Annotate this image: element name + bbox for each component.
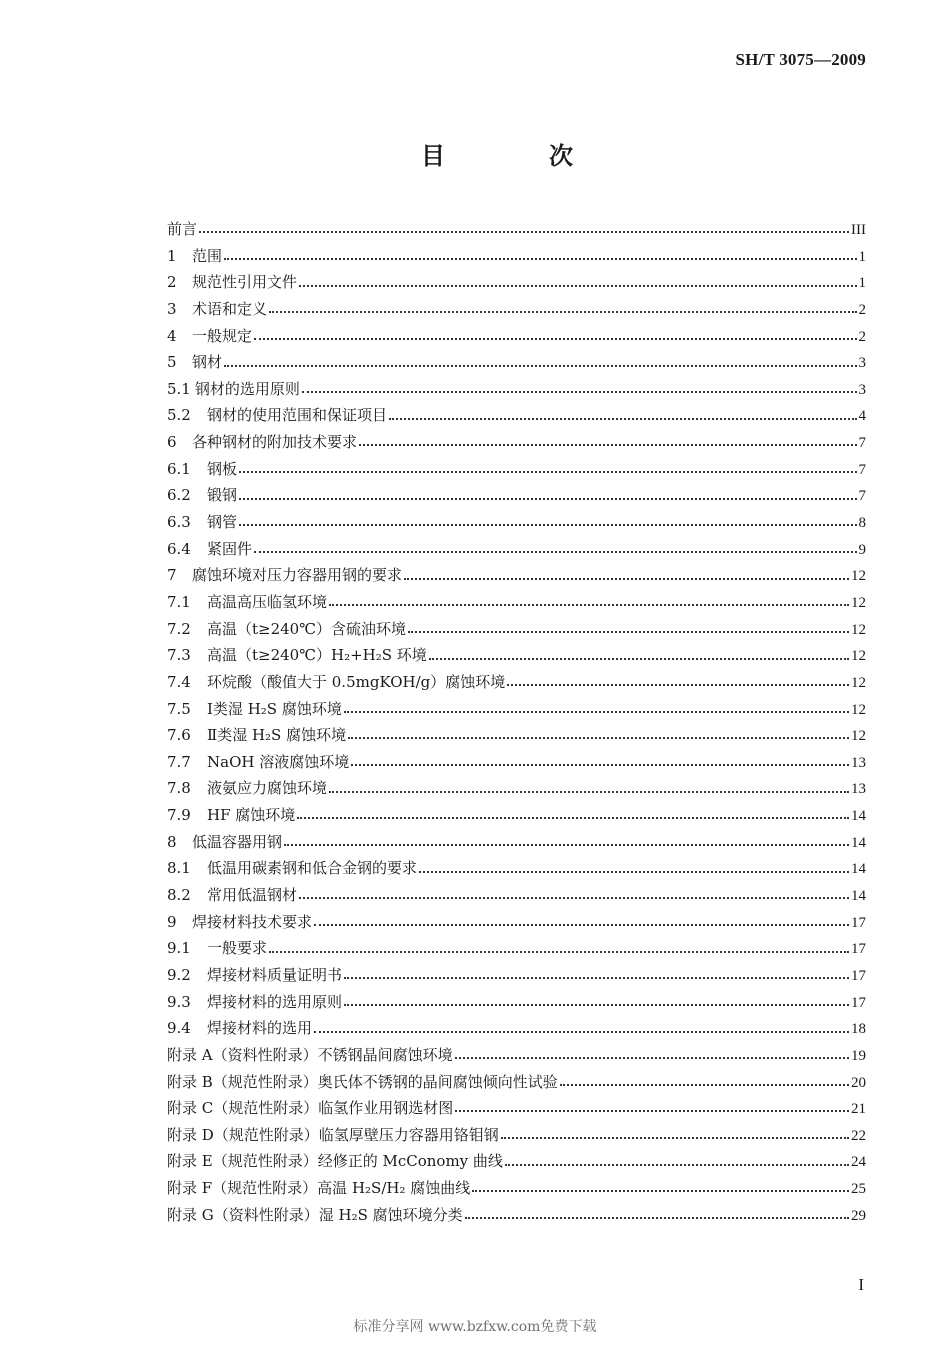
toc-entry-label: 一般要求 <box>207 939 268 958</box>
toc-leader-dots <box>455 1057 849 1059</box>
toc-entry-label: Ⅰ类湿 H₂S 腐蚀环境 <box>207 699 342 718</box>
toc-entry-page: III <box>851 222 866 238</box>
toc-entry-label: 范围 <box>192 246 223 265</box>
toc-entry-page: 7 <box>858 435 866 452</box>
toc-leader-dots <box>455 1110 849 1112</box>
toc-leader-dots <box>299 285 856 287</box>
toc-entry[interactable] <box>167 243 866 270</box>
footer-watermark: 标准分享网 www.bzfxw.com免费下载 <box>353 1319 597 1335</box>
toc-leader-dots <box>302 391 857 393</box>
toc-leader-dots <box>254 551 856 553</box>
toc-entry[interactable] <box>167 482 866 509</box>
toc-entry-page: 3 <box>858 355 866 372</box>
toc-entry-page: 1 <box>858 275 866 292</box>
toc-entry-label: NaOH 溶液腐蚀环境 <box>207 752 350 771</box>
toc-entry[interactable] <box>167 1095 866 1122</box>
toc-leader-dots <box>269 311 856 313</box>
toc-entry-page: 13 <box>851 781 866 798</box>
toc-leader-dots <box>254 338 856 340</box>
toc-leader-dots <box>329 604 849 606</box>
toc-leader-dots <box>351 764 849 766</box>
toc-entry[interactable] <box>167 456 866 483</box>
toc-leader-dots <box>472 1190 849 1192</box>
toc-entry-number: 3 <box>167 299 177 318</box>
toc-entry[interactable] <box>167 589 866 616</box>
toc-entry[interactable] <box>167 642 866 669</box>
toc-entry[interactable] <box>167 323 866 350</box>
toc-entry-page: 1 <box>858 248 866 265</box>
toc-leader-dots <box>344 711 849 713</box>
toc-entry-label: 焊接材料的选用原则 <box>207 992 343 1011</box>
toc-entry-number: 6.1 <box>167 459 191 478</box>
toc-entry-page: 12 <box>851 674 866 691</box>
toc-entry-page: 29 <box>851 1207 866 1224</box>
toc-entry-page: 24 <box>851 1154 866 1171</box>
toc-entry-label: 附录 A（资料性附录）不锈钢晶间腐蚀环境 <box>167 1045 453 1064</box>
toc-leader-dots <box>560 1084 849 1086</box>
toc-entry-page: 25 <box>851 1181 866 1198</box>
toc-entry-number: 7.6 <box>167 726 191 745</box>
toc-entry[interactable] <box>167 1069 866 1096</box>
toc-leader-dots <box>359 444 856 446</box>
toc-leader-dots <box>344 1004 849 1006</box>
toc-entry-page: 17 <box>851 941 866 958</box>
toc-entry-label: 液氨应力腐蚀环境 <box>207 779 328 798</box>
toc-entry-number: 9 <box>167 912 177 931</box>
toc-entry-page: 17 <box>851 914 866 931</box>
toc-entry-label: 锻钢 <box>207 486 238 505</box>
toc-entry[interactable] <box>167 269 866 296</box>
toc-leader-dots <box>297 817 849 819</box>
toc-entry-page: 14 <box>851 861 866 878</box>
toc-leader-dots <box>329 791 849 793</box>
toc-entry[interactable] <box>167 962 866 989</box>
toc-entry-number: 7.8 <box>167 779 191 798</box>
toc-entry-number: 7.4 <box>167 672 191 691</box>
toc-leader-dots <box>239 524 856 526</box>
toc-entry-page: 17 <box>851 967 866 984</box>
toc-leader-dots <box>465 1217 849 1219</box>
toc-entry-page: 8 <box>858 515 866 532</box>
toc-entry-number: 9.3 <box>167 992 191 1011</box>
toc-entry-page: 18 <box>851 1021 866 1038</box>
toc-entry-page: 4 <box>858 408 866 425</box>
toc-entry-label: 腐蚀环境对压力容器用钢的要求 <box>192 566 403 585</box>
toc-entry[interactable] <box>167 429 866 456</box>
toc-leader-dots <box>199 231 849 233</box>
toc-entry-number: 9.1 <box>167 939 191 958</box>
toc-entry-page: 13 <box>851 754 866 771</box>
toc-entry-label: 紧固件 <box>207 539 253 558</box>
toc-entry[interactable] <box>167 402 866 429</box>
toc-entry-number: 4 <box>167 326 177 345</box>
toc-entry-number: 8 <box>167 832 177 851</box>
toc-entry-page: 21 <box>851 1101 866 1118</box>
toc-entry-label: 钢材 <box>192 353 223 372</box>
toc-entry-page: 22 <box>851 1127 866 1144</box>
toc-entry-label: 钢材的选用原则 <box>194 379 300 398</box>
toc-entry[interactable] <box>167 802 866 829</box>
toc-entry-number: 2 <box>167 273 177 292</box>
toc-leader-dots <box>507 684 849 686</box>
toc-leader-dots <box>239 471 856 473</box>
toc-entry-number: 5 <box>167 353 177 372</box>
toc-leader-dots <box>348 737 849 739</box>
toc-entry-label: 焊接材料技术要求 <box>192 912 313 931</box>
toc-entry-number: 6.4 <box>167 539 191 558</box>
toc-entry-label: 高温（t≥240℃）含硫油环境 <box>207 619 407 638</box>
toc-entry-number: 9.2 <box>167 965 191 984</box>
toc-entry-page: 12 <box>851 594 866 611</box>
toc-entry[interactable] <box>167 696 866 723</box>
toc-entry-number: 6.3 <box>167 513 191 532</box>
toc-leader-dots <box>501 1137 849 1139</box>
toc-entry-number: 5.1 <box>167 379 191 398</box>
toc-entry-label: 钢材的使用范围和保证项目 <box>207 406 388 425</box>
toc-entry-page: 12 <box>851 648 866 665</box>
toc-leader-dots <box>429 658 849 660</box>
toc-entry[interactable] <box>167 376 866 403</box>
toc-entry-page: 14 <box>851 808 866 825</box>
toc-entry-label: 焊接材料的选用 <box>207 1019 313 1038</box>
toc-entry[interactable] <box>167 722 866 749</box>
toc-entry-page: 14 <box>851 888 866 905</box>
page-number: I <box>858 1275 864 1294</box>
toc-entry-page: 19 <box>851 1047 866 1064</box>
toc-entry-label: HF 腐蚀环境 <box>207 806 296 825</box>
toc-entry-number: 9.4 <box>167 1019 191 1038</box>
toc-leader-dots <box>505 1164 849 1166</box>
toc-entry-label: 附录 G（资料性附录）湿 H₂S 腐蚀环境分类 <box>167 1205 463 1224</box>
toc-entry-label: 高温（t≥240℃）H₂+H₂S 环境 <box>207 646 427 665</box>
toc-entry-page: 7 <box>858 488 866 505</box>
toc-entry[interactable] <box>167 1148 866 1175</box>
toc-entry-number: 6.2 <box>167 486 191 505</box>
toc-leader-dots <box>299 897 849 899</box>
toc-entry-page: 12 <box>851 728 866 745</box>
toc-entry-number: 1 <box>167 246 177 265</box>
toc-entry-number: 8.1 <box>167 859 191 878</box>
toc-entry-page: 2 <box>858 301 866 318</box>
toc-entry[interactable] <box>167 216 866 243</box>
toc-entry-number: 7.1 <box>167 592 191 611</box>
toc-entry[interactable] <box>167 1122 866 1149</box>
toc-entry-label: 环烷酸（酸值大于 0.5mgKOH/g）腐蚀环境 <box>207 672 506 691</box>
toc-entry[interactable] <box>167 775 866 802</box>
toc-entry-label: 附录 E（规范性附录）经修正的 McConomy 曲线 <box>167 1152 503 1171</box>
toc-entry-page: 17 <box>851 994 866 1011</box>
toc-entry-label: 前言 <box>167 220 198 238</box>
toc-entry[interactable] <box>167 1202 866 1229</box>
page-title: 目 次 <box>421 142 613 170</box>
toc-entry-label: 常用低温钢材 <box>207 886 298 905</box>
table-of-contents <box>167 216 866 1228</box>
standard-code: SH/T 3075—2009 <box>735 50 866 69</box>
toc-entry[interactable] <box>167 935 866 962</box>
toc-entry-number: 7.2 <box>167 619 191 638</box>
toc-leader-dots <box>314 1031 849 1033</box>
toc-leader-dots <box>239 498 856 500</box>
toc-entry-label: 钢板 <box>207 459 238 478</box>
toc-entry-label: 低温容器用钢 <box>192 832 283 851</box>
toc-entry-label: 钢管 <box>207 513 238 532</box>
toc-entry[interactable] <box>167 749 866 776</box>
toc-entry-label: 一般规定 <box>192 326 253 345</box>
toc-entry-number: 7 <box>167 566 177 585</box>
toc-entry[interactable] <box>167 882 866 909</box>
toc-entry-number: 8.2 <box>167 886 191 905</box>
toc-entry-page: 3 <box>858 381 866 398</box>
toc-entry-number: 7.3 <box>167 646 191 665</box>
toc-entry[interactable] <box>167 509 866 536</box>
toc-entry-label: 高温高压临氢环境 <box>207 592 328 611</box>
toc-entry[interactable] <box>167 909 866 936</box>
toc-entry[interactable] <box>167 349 866 376</box>
toc-entry[interactable] <box>167 1175 866 1202</box>
toc-entry-number: 5.2 <box>167 406 191 425</box>
toc-entry-number: 7.7 <box>167 752 191 771</box>
toc-entry-page: 7 <box>858 461 866 478</box>
toc-entry[interactable] <box>167 1015 866 1042</box>
toc-entry[interactable] <box>167 616 866 643</box>
toc-entry-number: 7.5 <box>167 699 191 718</box>
toc-leader-dots <box>344 977 849 979</box>
toc-entry-label: Ⅱ类湿 H₂S 腐蚀环境 <box>207 726 347 745</box>
toc-entry-label: 焊接材料质量证明书 <box>207 965 343 984</box>
toc-entry-label: 规范性引用文件 <box>192 273 298 292</box>
toc-entry-label: 附录 F（规范性附录）高温 H₂S/H₂ 腐蚀曲线 <box>167 1179 471 1198</box>
toc-entry-page: 12 <box>851 621 866 638</box>
toc-entry[interactable] <box>167 562 866 589</box>
toc-entry[interactable] <box>167 296 866 323</box>
toc-entry-page: 2 <box>858 328 866 345</box>
toc-leader-dots <box>389 418 856 420</box>
toc-entry[interactable] <box>167 989 866 1016</box>
toc-entry[interactable] <box>167 1042 866 1069</box>
toc-leader-dots <box>224 258 856 260</box>
toc-entry-page: 14 <box>851 834 866 851</box>
toc-entry-label: 各种钢材的附加技术要求 <box>192 433 358 452</box>
toc-leader-dots <box>284 844 849 846</box>
toc-entry[interactable] <box>167 536 866 563</box>
toc-entry-label: 附录 B（规范性附录）奥氏体不锈钢的晶间腐蚀倾向性试验 <box>167 1072 558 1091</box>
toc-leader-dots <box>224 365 856 367</box>
toc-leader-dots <box>419 871 849 873</box>
toc-entry-label: 低温用碳素钢和低合金钢的要求 <box>207 859 418 878</box>
toc-entry-label: 附录 D（规范性附录）临氢厚壁压力容器用铬钼钢 <box>167 1125 499 1144</box>
toc-entry[interactable] <box>167 829 866 856</box>
toc-entry-page: 9 <box>858 541 866 558</box>
toc-entry-label: 术语和定义 <box>192 299 268 318</box>
toc-entry-number: 6 <box>167 433 177 452</box>
toc-entry-page: 12 <box>851 568 866 585</box>
toc-entry-label: 附录 C（规范性附录）临氢作业用钢选材图 <box>167 1099 454 1118</box>
toc-entry[interactable] <box>167 855 866 882</box>
toc-leader-dots <box>408 631 849 633</box>
toc-leader-dots <box>404 578 849 580</box>
toc-leader-dots <box>269 951 849 953</box>
toc-leader-dots <box>314 924 849 926</box>
toc-entry-number: 7.9 <box>167 806 191 825</box>
toc-entry-page: 12 <box>851 701 866 718</box>
toc-entry[interactable] <box>167 669 866 696</box>
toc-entry-page: 20 <box>851 1074 866 1091</box>
